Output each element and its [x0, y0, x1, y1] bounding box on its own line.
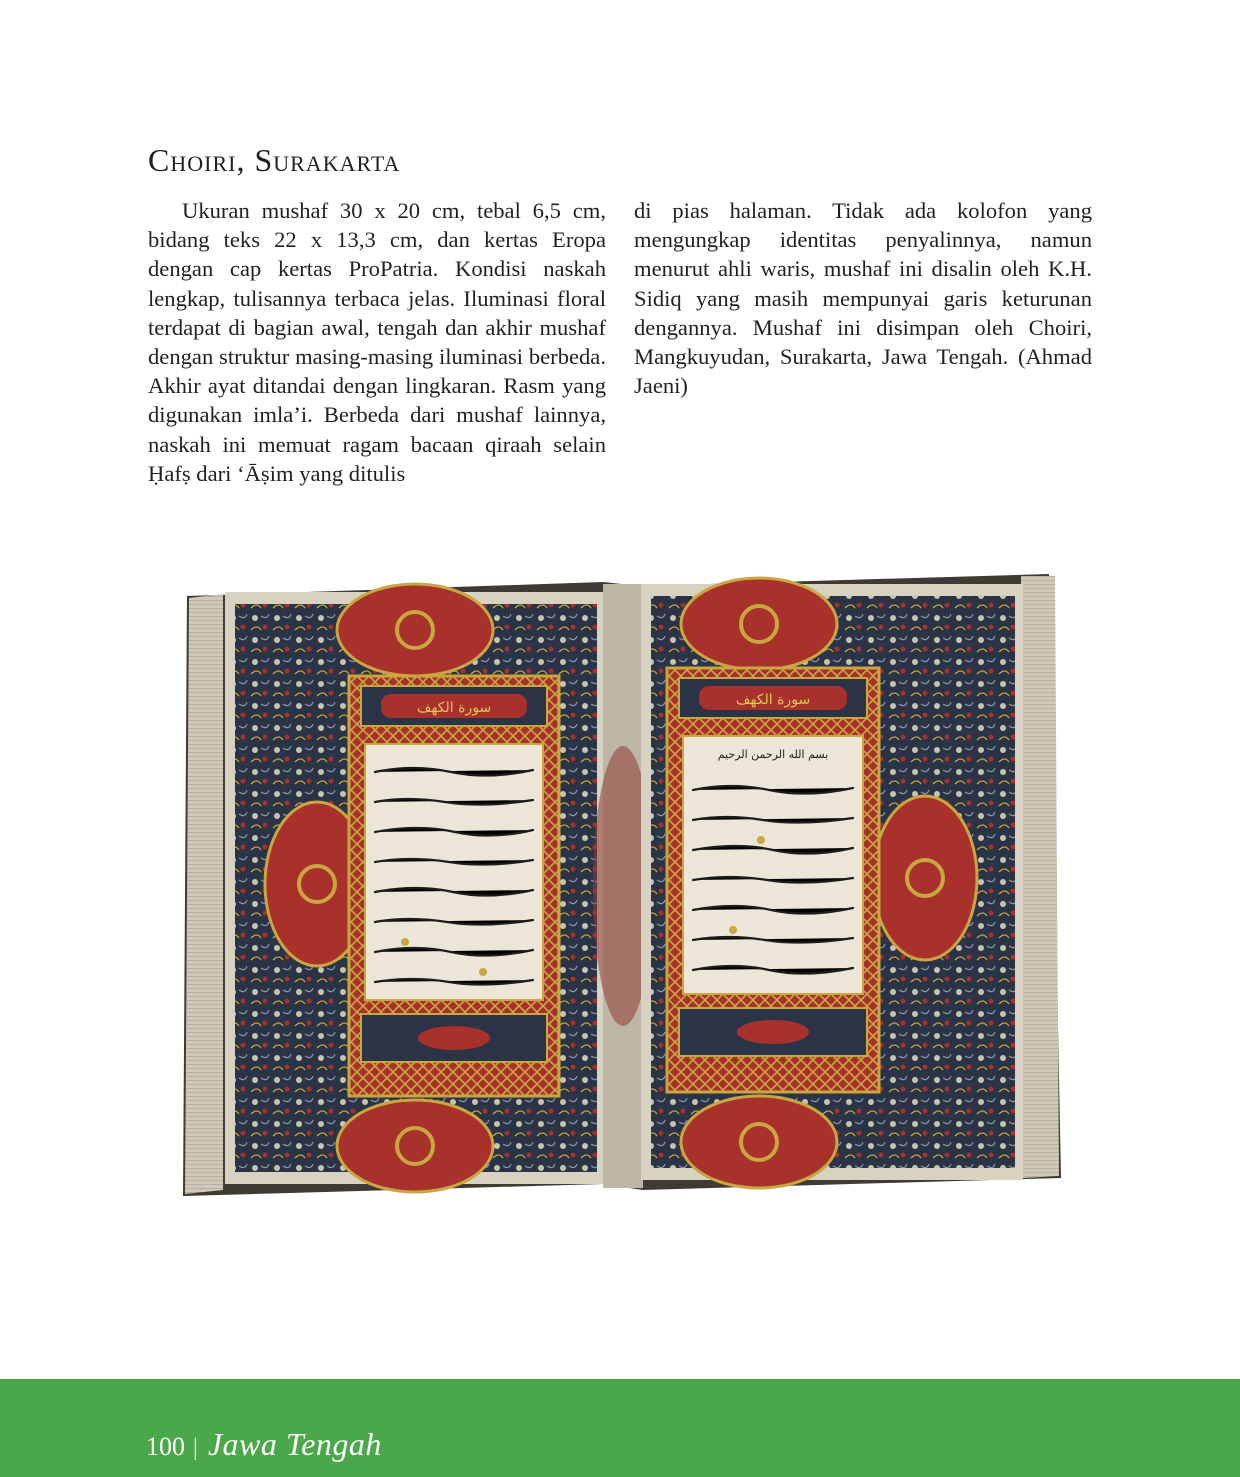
- manuscript-photo: [183, 568, 1061, 1198]
- body-text-left-column: Ukuran mushaf 30 x 20 cm, tebal 6,5 cm, bidang teks 22 x 13,3 cm, dan kertas Eropa dengan cap kertas ProPatria. Kondisi naskah lengkap, tulisannya terbaca jelas. Iluminasi floral terdapat di bagian awal, tengah dan akhir mushaf dengan struktur masing-masing iluminasi berbeda. Akhir ayat ditandai dengan lingkaran. Rasm yang digunakan imla’i. Berbeda dari mushaf lainnya, naskah ini memuat ragam bacaan qiraah selain Ḥafṣ dari ‘Āṣim yang ditulis: [148, 198, 606, 486]
- body-text-right-column: di pias halaman. Tidak ada kolofon yang mengungkap identitas penyalinnya, namun menurut ahli waris, mushaf ini disalin oleh K.H. Sidiq yang masih mempunyai garis keturunan dengannya. Mushaf ini disimpan oleh Choiri, Mangkuyudan, Surakarta, Jawa Tengah. (Ahmad Jaeni): [634, 198, 1092, 399]
- page-number: 100: [146, 1432, 185, 1461]
- footer-separator: |: [193, 1435, 198, 1461]
- footer-section-title: Jawa Tengah: [207, 1426, 382, 1462]
- left-page-surah-header: سورة الكهف: [416, 700, 492, 716]
- right-page-surah-header: سورة الكهف: [735, 692, 811, 708]
- footer-band: [0, 1379, 1240, 1477]
- left-illuminated-page: [225, 584, 605, 1192]
- right-illuminated-page: [641, 578, 1023, 1188]
- section-heading: Choiri, Surakarta: [148, 142, 401, 178]
- right-page-basmala: بسم الله الرحمن الرحيم: [717, 748, 829, 761]
